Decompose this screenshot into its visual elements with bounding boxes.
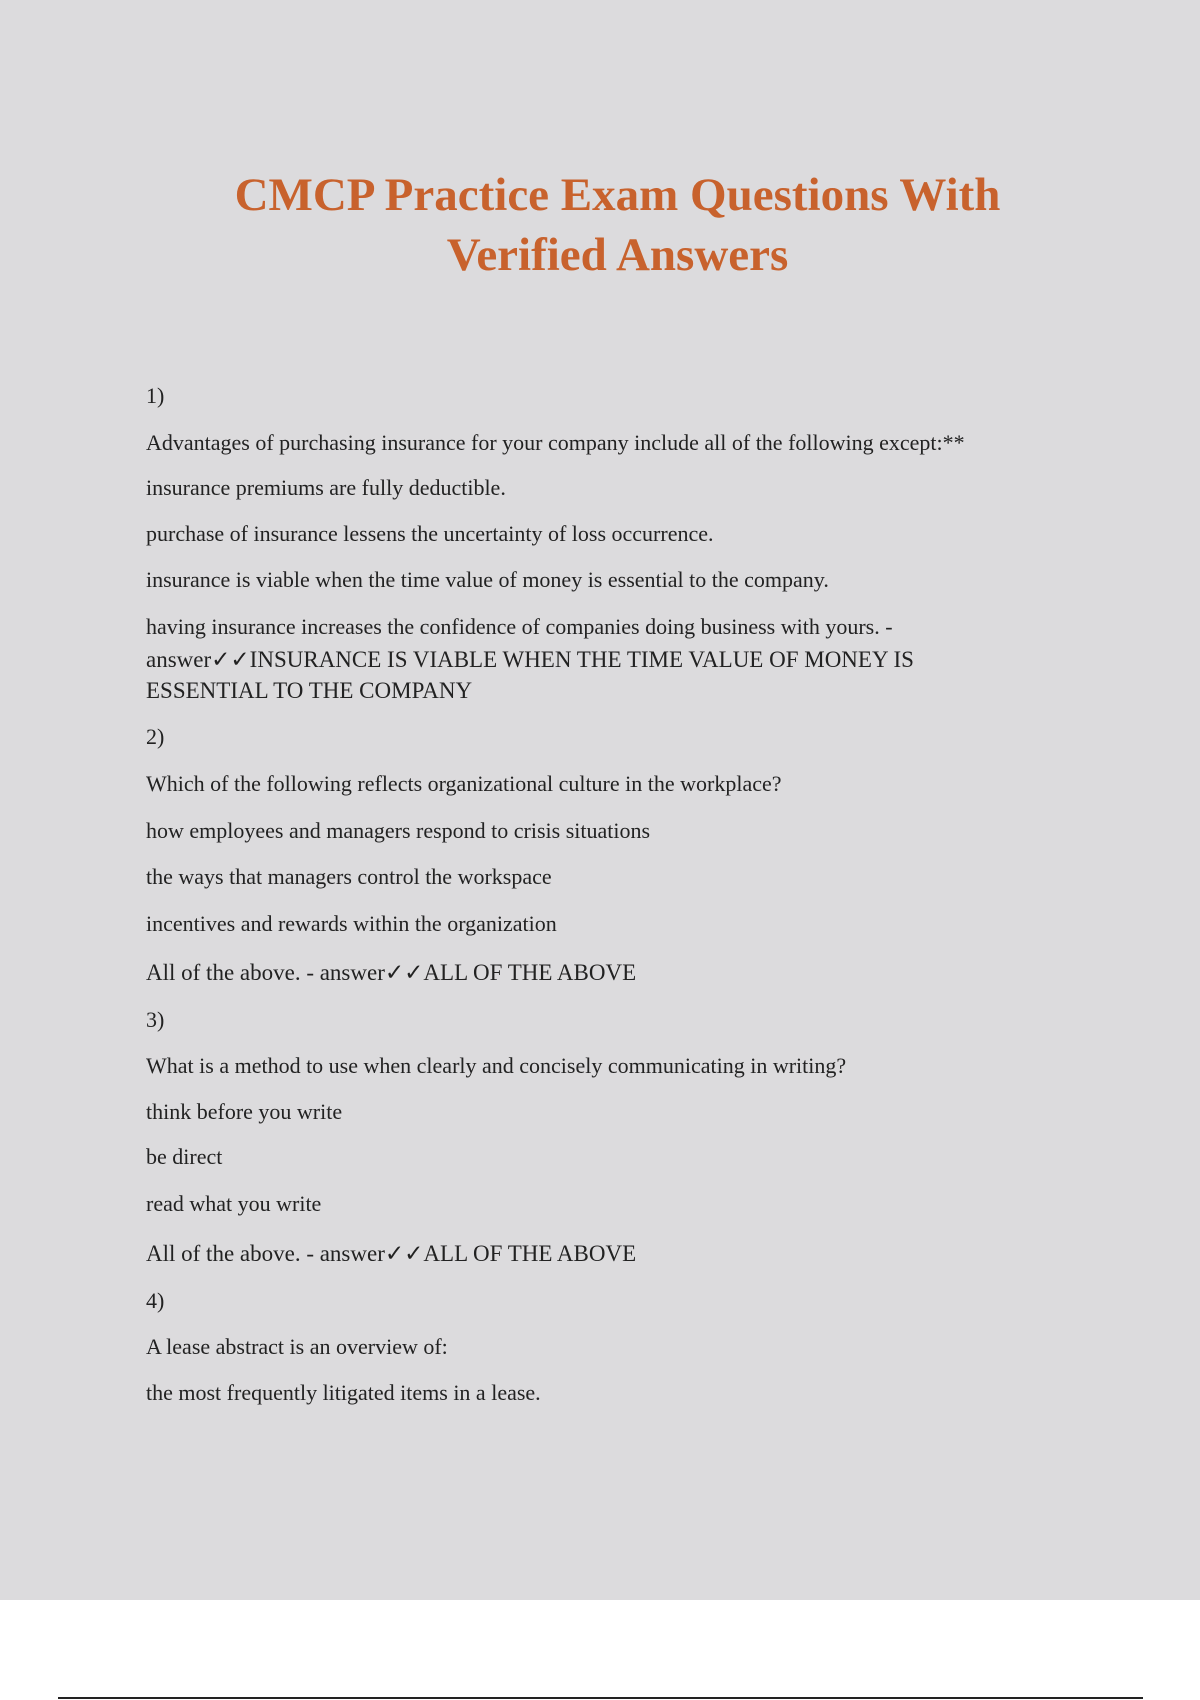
verified-answer: answer✓✓INSURANCE IS VIABLE WHEN THE TIME VALUE OF MONEY IS: [146, 647, 914, 672]
answer-option: insurance premiums are fully deductible.: [146, 475, 506, 500]
question-text: Advantages of purchasing insurance for your company include all of the following except:**: [146, 430, 965, 455]
verified-answer: All of the above. - answer✓✓ALL OF THE ABOVE: [146, 1241, 637, 1266]
answer-option: having insurance increases the confidence of companies doing business with yours. -: [146, 614, 893, 639]
question-text: Which of the following reflects organizational culture in the workplace?: [146, 771, 782, 796]
question-text: What is a method to use when clearly and concisely communicating in writing?: [146, 1053, 847, 1078]
answer-option: purchase of insurance lessens the uncertainty of loss occurrence.: [146, 521, 714, 546]
document-title: [0, 165, 1200, 285]
title-line-2: Verified Answers: [446, 229, 789, 281]
question-number: 1): [146, 383, 165, 408]
question-text: A lease abstract is an overview of:: [146, 1334, 448, 1359]
question-number: 2): [146, 724, 165, 749]
verified-answer: All of the above. - answer✓✓ALL OF THE ABOVE: [146, 960, 637, 985]
answer-option: the most frequently litigated items in a lease.: [146, 1380, 541, 1405]
answer-option: how employees and managers respond to crisis situations: [146, 818, 651, 843]
question-number: 4): [146, 1288, 165, 1313]
answer-option: incentives and rewards within the organization: [146, 911, 557, 936]
question-number: 3): [146, 1007, 165, 1032]
answer-option: read what you write: [146, 1191, 322, 1216]
verified-answer-continued: ESSENTIAL TO THE COMPANY: [146, 678, 473, 703]
answer-option: think before you write: [146, 1099, 343, 1124]
answer-option: the ways that managers control the workspace: [146, 864, 552, 889]
page-divider: [58, 1697, 1143, 1699]
title-line-1: CMCP Practice Exam Questions With: [234, 169, 1001, 221]
answer-option: insurance is viable when the time value of money is essential to the company.: [146, 567, 829, 592]
answer-option: be direct: [146, 1144, 223, 1169]
